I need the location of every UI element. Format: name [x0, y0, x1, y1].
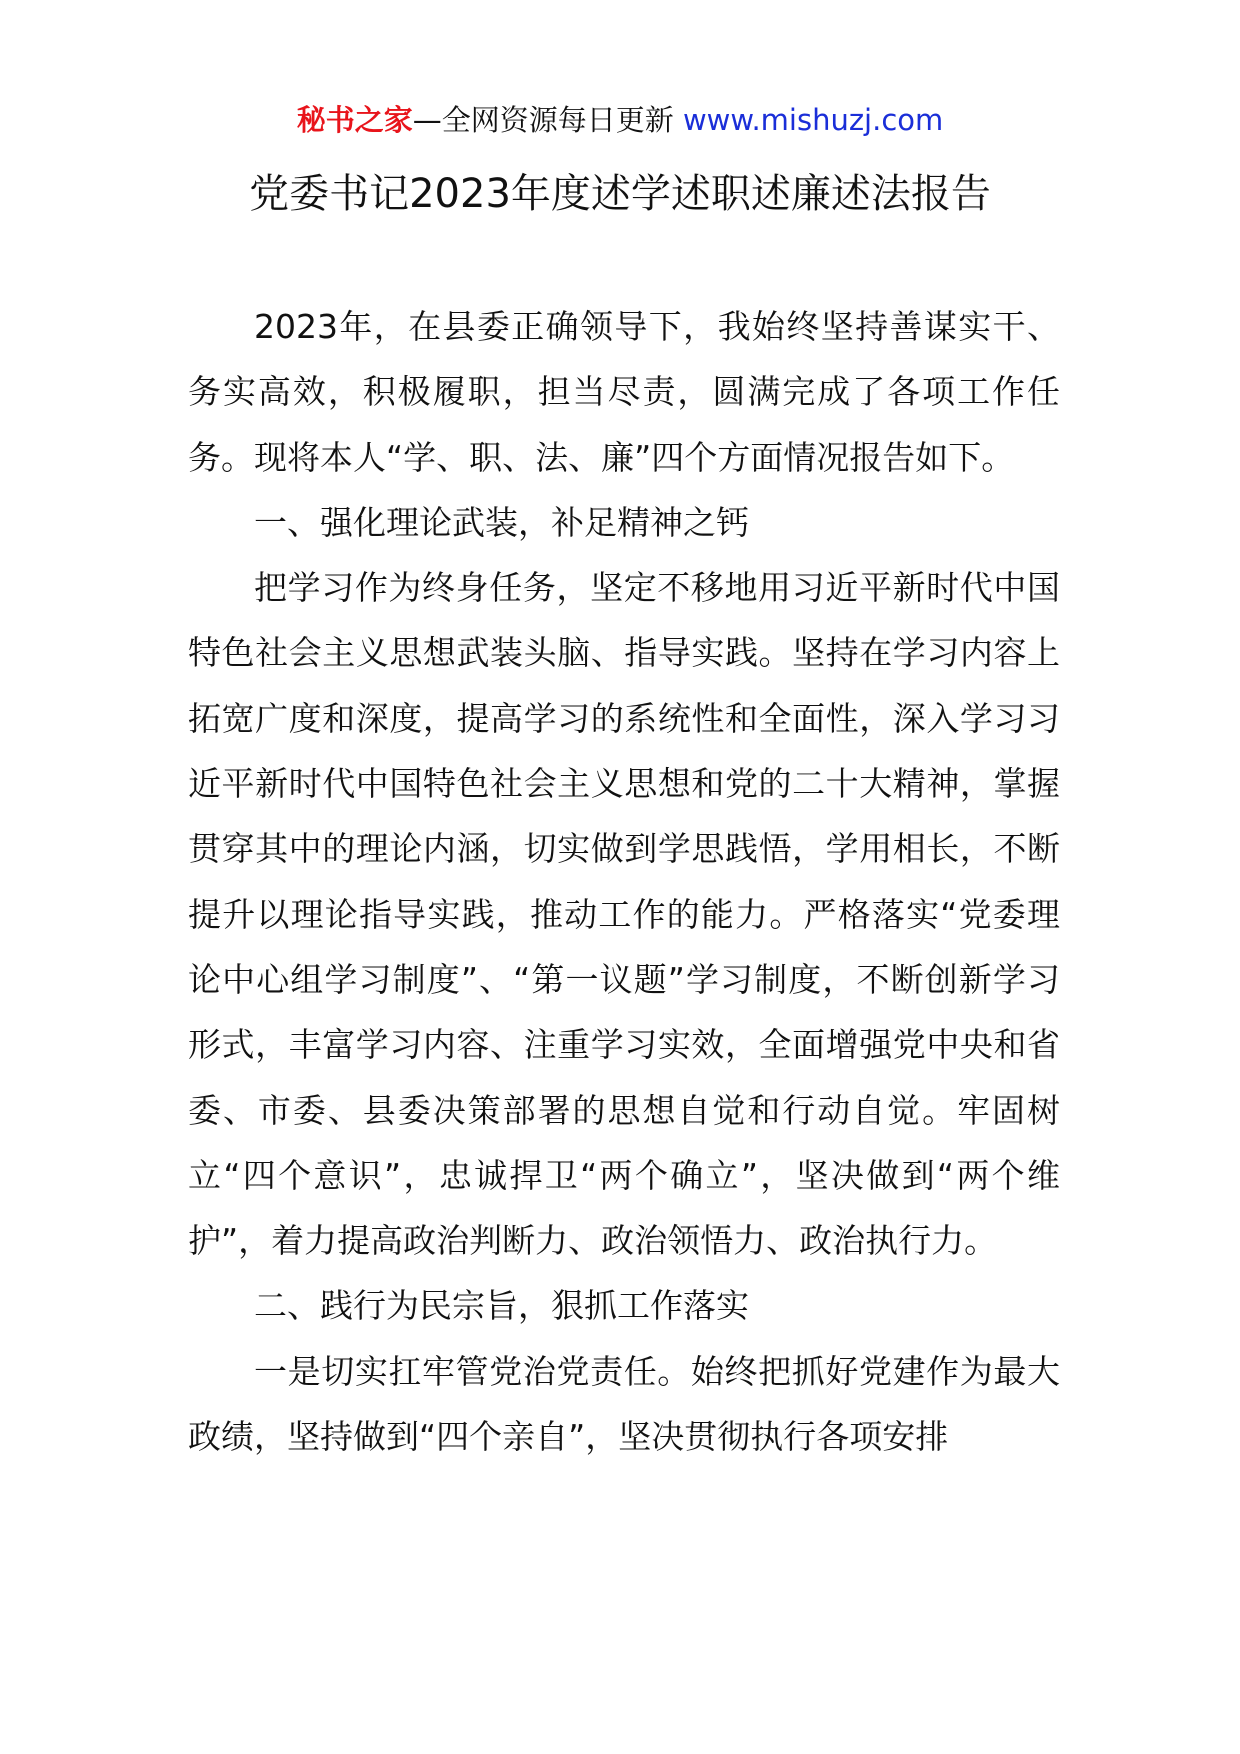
site-tagline: —全网资源每日更新: [412, 103, 674, 137]
section-2-paragraph: 一是切实扛牢管党治党责任。始终把抓好党建作为最大政绩，坚持做到“四个亲自”，坚决贯彻执行各项安排: [188, 1351, 1060, 1457]
site-url-link[interactable]: www.mishuzj.com: [682, 103, 944, 137]
section-1-paragraph: 把学习作为终身任务，坚定不移地用习近平新时代中国特色社会主义思想武装头脑、指导实践。坚持在学习内容上拓宽广度和深度，提高学习的系统性和全面性，深入学习习近平新时代中国特色社会主义思想和党的二十大精神，掌握贯穿其中的理论内涵，切实做到学思践悟，学用相长，不断提升以理论指导实践，推动工作的能力。严格落实“党委理论中心组学习制度”、“第一议题”学习制度，不断创新学习形式，丰富学习内容、注重学习实效，全面增强党中央和省委、市委、县委决策部署的思想自觉和行动自觉。牢固树立“四个意识”，忠诚捍卫“两个确立”，坚决做到“两个维护”，着力提高政治判断力、政治领悟力、政治执行力。: [188, 568, 1060, 1261]
document-title: 党委书记2023年度述学述职述廉述法报告: [249, 171, 991, 217]
document-body: [188, 294, 1060, 1469]
site-header: [0, 100, 1240, 140]
section-heading-2: 二、践行为民宗旨，狠抓工作落实: [254, 1286, 749, 1326]
brand-name: 秘书之家: [296, 103, 413, 137]
intro-paragraph: 2023年，在县委正确领导下，我始终坚持善谋实干、务实高效，积极履职，担当尽责，圆满完成了各项工作任务。现将本人“学、职、法、廉”四个方面情况报告如下。: [188, 307, 1060, 477]
section-heading-1: 一、强化理论武装，补足精神之钙: [254, 502, 749, 542]
